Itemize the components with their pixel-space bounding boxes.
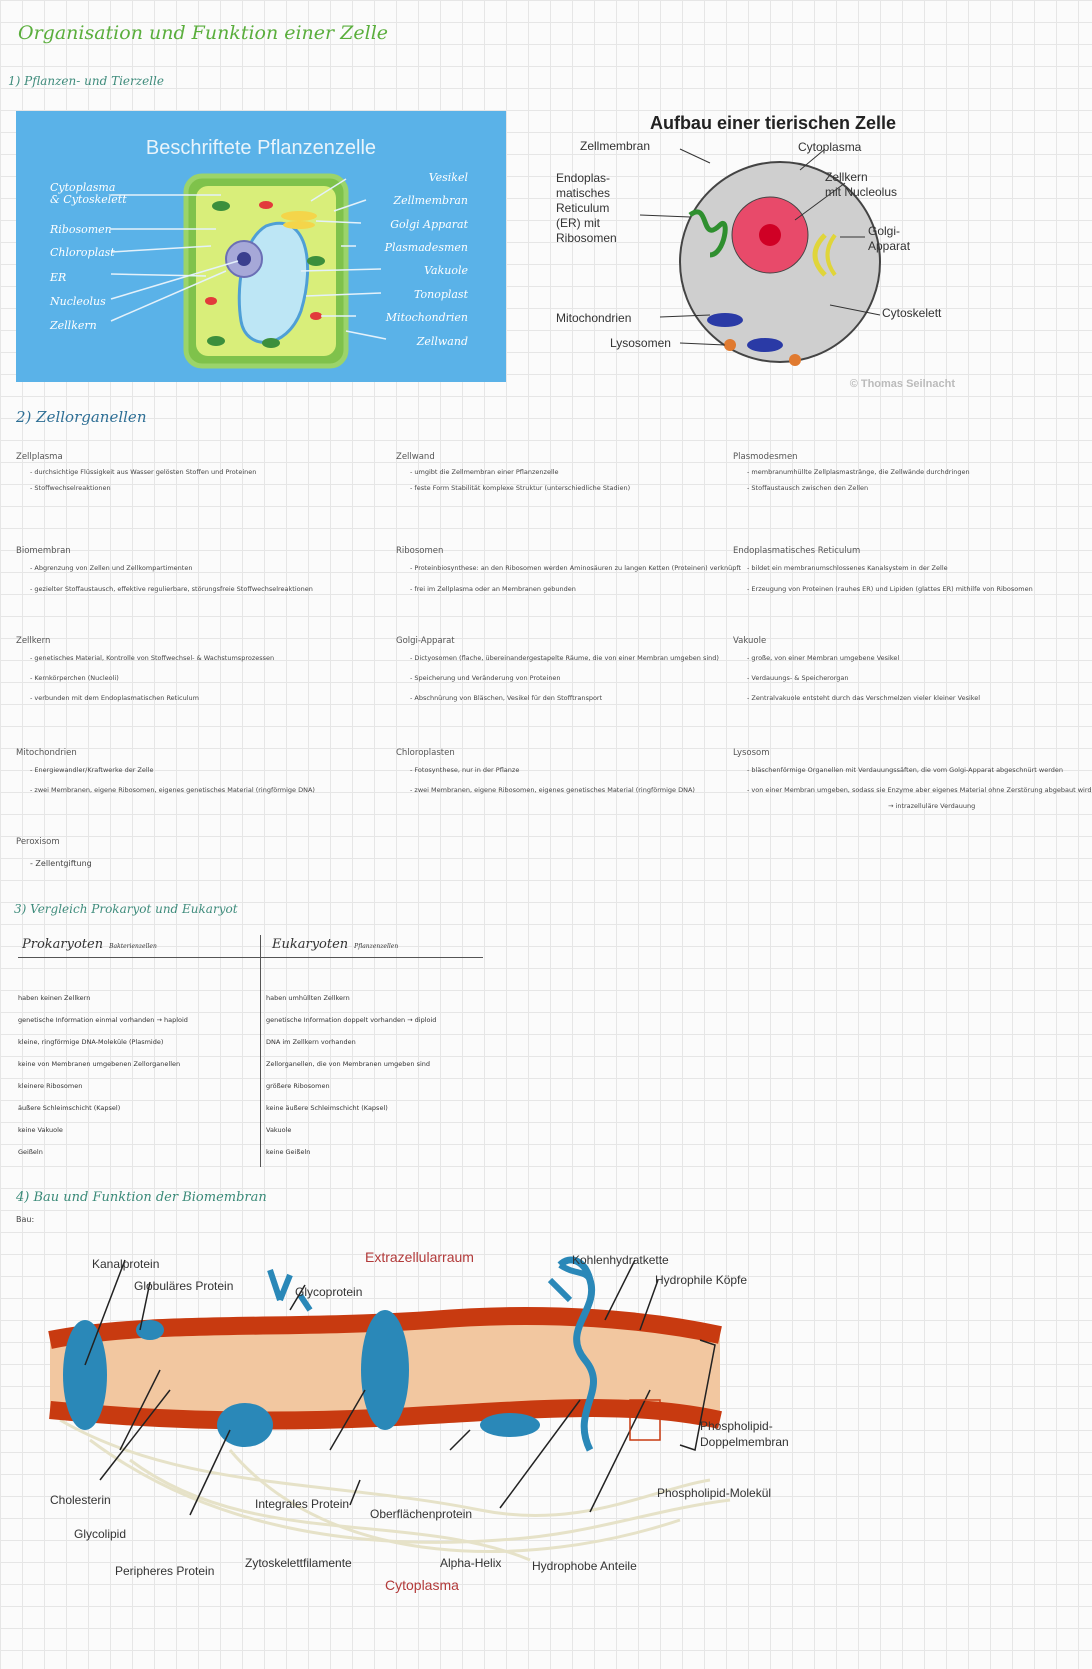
organelle-head: Plasmodesmen [733,452,798,462]
animal-label-zellkern-1: mit Nucleolus [825,185,898,199]
animal-label-er-3: (ER) mit [556,216,600,230]
membrane-diagram [30,1250,810,1610]
membrane-label-kanalprotein: Kanalprotein [92,1257,160,1271]
animal-label-golgi-0: Golgi- [868,224,901,238]
organelle-block [396,546,742,593]
organelle-item: - Verdauungs- & Speicherorgan [747,674,849,682]
organelle-item: - bläschenförmige Organellen mit Verdauungssäften, die vom Golgi-Apparat abgeschnürt werden [747,766,1064,774]
membrane-label-hydrophil: Hydrophile Köpfe [655,1273,748,1287]
channel-protein [63,1320,107,1430]
organelle-block [16,748,356,794]
organelle-item: - Dictyosomen (flache, übereinandergestapelte Räume, die von einer Membran umgeben sind) [410,654,719,662]
organelle-item: - zwei Membranen, eigene Ribosomen, eigenes genetisches Material (ringförmige DNA) [410,786,695,794]
lysosome [724,339,736,351]
organelle-item: - Abgrenzung von Zellen und Zellkompartimenten [30,564,193,572]
golgi [281,211,317,221]
organelle-block [733,748,1092,810]
plant-label-right-6: Mitochondrien [385,311,468,324]
membrane-label-glycoprotein: Glycoprotein [295,1285,363,1299]
organelle-head: Endoplasmatisches Reticulum [733,546,861,556]
plant-label-left-5: Nucleolus [50,295,106,308]
plant-label-right-7: Zellwand [416,335,468,348]
organelle-block [733,452,1073,492]
page-title: Organisation und Funktion einer Zelle [18,22,389,44]
organelle-head: Chloroplasten [396,748,455,758]
plant-label-right-1: Zellmembran [393,194,468,207]
table-row: haben umhüllten Zellkern [266,994,350,1002]
organelle-block [16,636,356,702]
section2-heading: 2) Zellorganellen [16,408,147,426]
table-row: Vakuole [266,1126,292,1134]
organelle-head: Vakuole [733,636,767,646]
organelle-item: - Stoffaustausch zwischen den Zellen [747,484,869,492]
organelle-item: - frei im Zellplasma oder an Membranen gebunden [410,585,576,593]
organelle-head: Mitochondrien [16,748,77,758]
organelle-extra: → intrazelluläre Verdauung [888,802,976,810]
plant-cell-figure [16,111,506,382]
animal-label-zellkern-0: Zellkern [825,170,868,184]
animal-label-mitochondrien: Mitochondrien [556,311,632,325]
animal-cell-diagram [556,105,980,395]
organelle-item: - Proteinbiosynthese: an den Ribosomen werden Aminosäuren zu langen Ketten (Proteinen) verknüpft [410,564,742,572]
organelle-item: - bildet ein membranumschlossenes Kanalsystem in der Zelle [747,564,948,572]
membrane-label-cholesterin: Cholesterin [50,1493,111,1507]
table-row: kleinere Ribosomen [18,1082,83,1090]
prokaryote-title: Prokaryoten [22,937,104,952]
organelle-item: - membranumhüllte Zellplasmastränge, die Zellwände durchdringen [747,468,970,476]
animal-credit: © Thomas Seilnacht [849,378,955,390]
organelle-item: - Fotosynthese, nur in der Pflanze [410,766,520,774]
membrane-label-peripher: Peripheres Protein [115,1564,215,1578]
comparison-table [18,935,488,1167]
membrane-label-kohlenhydrat: Kohlenhydratkette [572,1253,669,1267]
animal-cell-figure [556,105,980,395]
animal-label-er-2: Reticulum [556,201,610,215]
organelle-head: Zellkern [16,636,51,646]
organelle-item: - Energiewandler/Kraftwerke der Zelle [30,766,154,774]
organelle-item: - Kernkörperchen (Nucleoli) [30,674,119,682]
prokaryote-subtitle: Bakterienzellen [109,943,157,950]
membrane-label-integral: Integrales Protein [255,1497,350,1511]
organelle-item: - Stoffwechselreaktionen [30,484,111,492]
eukaryote-column [266,987,486,1163]
membrane-label-zytoskelett: Zytoskelettfilamente [245,1556,352,1570]
eukaryote-title: Eukaryoten [272,937,349,952]
membrane-label-hydrophob: Hydrophobe Anteile [532,1559,637,1573]
organelle-block [396,748,736,794]
section1-heading: 1) Pflanzen- und Tierzelle [8,74,164,88]
plant-label-right-5: Tonoplast [414,288,468,301]
organelle-item: - Speicherung und Veränderung von Proteinen [410,674,561,682]
animal-label-golgi-1: Apparat [868,239,911,253]
section3-heading: 3) Vergleich Prokaryot und Eukaryot [14,902,238,916]
membrane-label-oberflaeche: Oberflächenprotein [370,1507,473,1521]
membrane-figure [30,1250,810,1610]
table-row: Zellorganellen, die von Membranen umgeben sind [266,1060,431,1068]
organelle-head: Lysosom [733,748,770,758]
membrane-label-extrazellular: Extrazellularraum [365,1249,474,1265]
organelle-block [396,452,736,492]
table-header-line [18,957,483,958]
organelle-item: - durchsichtige Flüssigkeit aus Wasser gelösten Stoffen und Proteinen [30,468,257,476]
plant-label-right-3: Plasmadesmen [384,241,468,254]
surface-protein [480,1413,540,1437]
table-row: keine Vakuole [18,1126,63,1134]
organelle-item: - große, von einer Membran umgebene Vesikel [747,654,900,662]
table-row: haben keinen Zellkern [18,994,91,1002]
membrane-label-cytoplasma: Cytoplasma [385,1577,459,1593]
chloroplast [212,201,230,211]
animal-label-er-4: Ribosomen [556,231,617,245]
organelle-head: Zellwand [396,452,435,462]
table-row: genetische Information einmal vorhanden → haploid [18,1016,188,1024]
table-row: äußere Schleimschicht (Kapsel) [18,1104,121,1112]
plant-label-left-4: ER [50,271,67,284]
organelle-item: - gezielter Stoffaustausch, effektive regulierbare, störungsfreie Stoffwechselreaktionen [30,585,313,593]
membrane-label-doppelmembran-1: Doppelmembran [700,1435,789,1449]
animal-mitochondrion [707,313,743,327]
prokaryote-column [18,987,256,1163]
organelle-item: - umgibt die Zellmembran einer Pflanzenzelle [410,468,559,476]
membrane-label-molekuel: Phospholipid-Molekül [657,1486,772,1500]
plant-label-left-2: Ribosomen [50,223,112,236]
plant-label-left-6: Zellkern [50,319,97,332]
plant-cell-title: Beschriftete Pflanzenzelle [145,137,377,159]
table-row: keine von Membranen umgebenen Zellorganellen [18,1060,181,1068]
plant-label-right-4: Vakuole [424,264,468,277]
nucleolus [237,252,251,266]
animal-label-lysosomen: Lysosomen [610,336,671,350]
organelle-item: - Zentralvakuole entsteht durch das Verschmelzen vieler kleiner Vesikel [747,694,981,702]
animal-cell-title: Aufbau einer tierischen Zelle [649,113,897,133]
eukaryote-header [272,937,398,952]
organelle-head: Ribosomen [396,546,444,556]
prokaryote-header [22,937,157,952]
organelle-head: Biomembran [16,546,71,556]
table-row: DNA im Zellkern vorhanden [266,1038,356,1046]
organelle-head: Zellplasma [16,452,63,462]
organelle-head: Peroxisom [16,837,60,847]
organelle-block [16,452,356,492]
organelle-item: - feste Form Stabilität komplexe Struktur (unterschiedliche Stadien) [410,484,631,492]
animal-label-er-1: matisches [556,186,611,200]
organelle-item: - Erzeugung von Proteinen (rauhes ER) und Lipiden (glattes ER) mithilfe von Ribosomen [747,585,1033,593]
animal-label-cytoplasma: Cytoplasma [798,140,862,154]
plant-label-left-1: & Cytoskelett [50,193,127,206]
organelle-block [733,636,1073,702]
organelle-block [16,546,356,593]
table-row: kleine, ringförmige DNA-Moleküle (Plasmide) [18,1038,164,1046]
table-row: keine äußere Schleimschicht (Kapsel) [266,1104,388,1112]
organelle-item: - verbunden mit dem Endoplasmatischen Reticulum [30,694,199,702]
mitochondrion [259,201,273,209]
table-row: größere Ribosomen [266,1082,330,1090]
organelle-item: - zwei Membranen, eigene Ribosomen, eigenes genetisches Material (ringförmige DNA) [30,786,315,794]
animal-label-cytoskelett: Cytoskelett [882,306,942,320]
plant-label-left-0: Cytoplasma [50,181,116,194]
animal-label-zellmembran: Zellmembran [580,139,651,153]
membrane-label-doppelmembran-0: Phospholipid- [700,1419,773,1433]
organelle-item: - Zellentgiftung [30,859,92,868]
integral-protein [361,1310,409,1430]
organelle-item: - genetisches Material, Kontrolle von Stoffwechsel- & Wachstumsprozessen [30,654,275,662]
section4-subheading: Bau: [16,1215,35,1224]
plant-label-right-2: Golgi Apparat [390,218,468,231]
plant-label-right-0: Vesikel [428,171,468,184]
eukaryote-subtitle: Pflanzenzellen [354,943,399,950]
section4-heading: 4) Bau und Funktion der Biomembran [16,1190,267,1205]
organelle-block [16,837,356,868]
table-divider [260,935,261,1167]
organelle-item: - von einer Membran umgeben, sodass sie Enzyme aber eigenes Material ohne Zerstörung abgebaut wird [747,786,1092,794]
plant-label-left-3: Chloroplast [50,246,115,259]
organelle-item: - Abschnürung von Bläschen, Vesikel für den Stofftransport [410,694,603,702]
table-row: keine Geißeln [266,1148,311,1156]
table-row: Geißeln [18,1148,43,1156]
animal-label-er-0: Endoplas- [556,171,611,185]
organelle-head: Golgi-Apparat [396,636,455,646]
table-row: genetische Information doppelt vorhanden → diploid [266,1016,437,1024]
membrane-label-alpha: Alpha-Helix [440,1556,502,1570]
animal-nucleolus [759,224,781,246]
organelle-block [733,546,1073,593]
membrane-label-glycolipid: Glycolipid [74,1527,127,1541]
plant-cell-diagram [16,111,506,382]
organelle-block [396,636,736,702]
membrane-label-globulaer: Globuläres Protein [134,1279,234,1293]
